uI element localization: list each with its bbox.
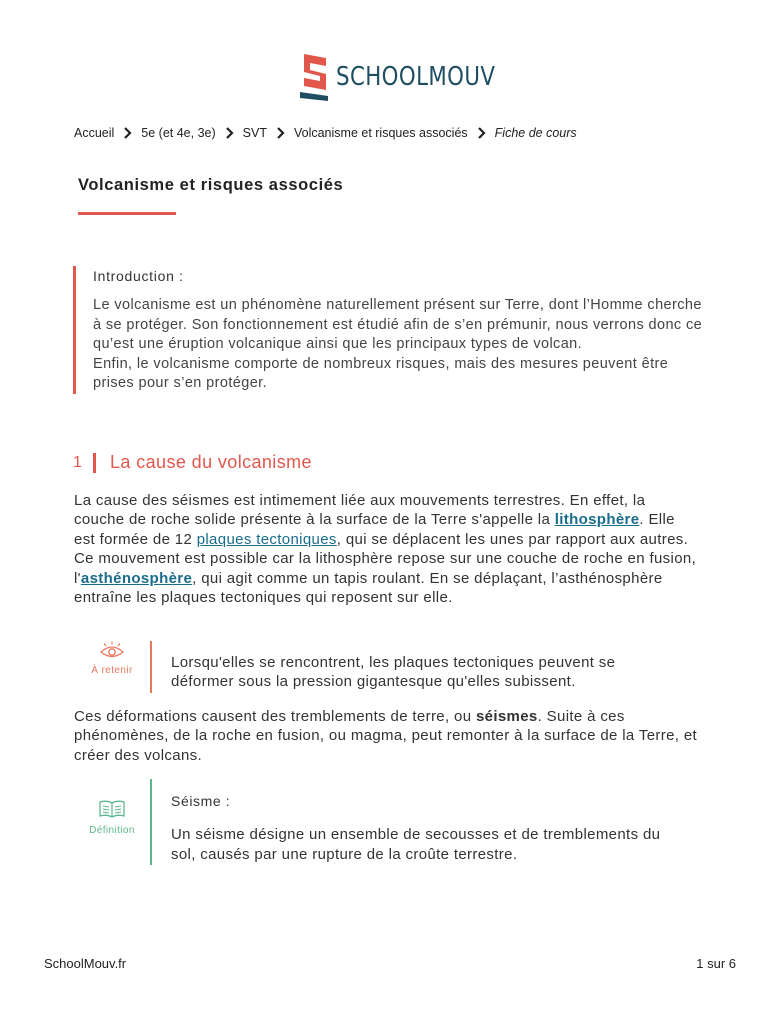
- paragraph-deformations: Ces déformations causent des tremblements de terre, ou séismes. Suite à ces phénomènes, de la roche en fusion, ou magma, peut remonter à la surface de la Terre, et créer des volcans.: [74, 708, 698, 764]
- breadcrumb: [74, 126, 577, 140]
- section-title: La cause du volcanisme: [110, 452, 312, 472]
- intro-heading: Introduction :: [93, 268, 184, 284]
- title-underline: [78, 212, 176, 215]
- footer-page-number: 1 sur 6: [696, 956, 736, 971]
- breadcrumb-accueil[interactable]: Accueil: [74, 126, 115, 140]
- breadcrumb-chapter[interactable]: Volcanisme et risques associés: [293, 126, 468, 140]
- section-bar: [93, 453, 96, 473]
- schoolmouv-logo[interactable]: [298, 52, 530, 102]
- callout-definition: [74, 779, 671, 865]
- breadcrumb-current: Fiche de cours: [494, 126, 577, 140]
- logo-wordmark: SCHOOLMOUV: [336, 62, 496, 92]
- callout-bar: [150, 779, 152, 865]
- callout-side: [74, 779, 150, 865]
- open-book-icon: [98, 799, 126, 819]
- callout-label: Définition: [89, 825, 135, 836]
- chevron-right-icon: [477, 127, 486, 139]
- callout-side: [74, 641, 150, 693]
- link-asthenosphere[interactable]: asthénosphère: [80, 569, 193, 587]
- link-lithosphere[interactable]: lithosphère: [554, 511, 640, 529]
- schoolmouv-s-logo-icon: [298, 52, 330, 102]
- paragraph-cause: La cause des séismes est intimement liée aux mouvements terrestres. En effet, la couche de roche solide présente à la surface de la Terre s'appelle la lithosphère. Elle est formée de 12 plaques tectoniques, qui se déplacent les unes par rapport aux autres. Ce mouvement est possible car la lithosphère repose sur une couche de roche en fusion, l'asthénosphère, qui agit comme un tapis roulant. En se déplaçant, l’asthénosphère entraîne les plaques tectoniques qui reposent sur elle.: [74, 492, 697, 607]
- callout-a-retenir: [74, 641, 671, 693]
- page-title: Volcanisme et risques associés: [78, 176, 344, 194]
- chevron-right-icon: [123, 127, 132, 139]
- eye-icon: [99, 641, 125, 659]
- callout-body: [171, 779, 671, 865]
- breadcrumb-subject[interactable]: SVT: [242, 126, 267, 140]
- intro-text: Le volcanisme est un phénomène naturellement présent sur Terre, dont l’Homme cherche à se protéger. Son fonctionnement est étudié afin de s’en prémunir, nous verrons donc ce qu’est une éruption volcanique ainsi que les principaux types de volcan. Enfin, le volcanisme comporte de nombreux risques, mais des mesures peuvent être prises pour s’en protéger.: [93, 297, 703, 391]
- section-number: 1: [73, 453, 82, 471]
- chevron-right-icon: [225, 127, 234, 139]
- chevron-right-icon: [276, 127, 285, 139]
- footer-site[interactable]: SchoolMouv.fr: [44, 956, 127, 971]
- definition-term: Séisme :: [171, 793, 231, 809]
- section-heading: [73, 452, 312, 473]
- link-plaques-tectoniques[interactable]: plaques tectoniques: [196, 530, 337, 548]
- breadcrumb-level[interactable]: 5e (et 4e, 3e): [141, 126, 216, 140]
- callout-body: Lorsqu'elles se rencontrent, les plaques tectoniques peuvent se déformer sous la pression gigantesque qu'elles subissent.: [171, 654, 616, 691]
- callout-bar: [150, 641, 152, 693]
- introduction-block: [73, 266, 713, 394]
- callout-label: À retenir: [91, 665, 133, 676]
- definition-text: Un séisme désigne un ensemble de secousses et de tremblements du sol, causés par une rupture de la croûte terrestre.: [171, 826, 661, 863]
